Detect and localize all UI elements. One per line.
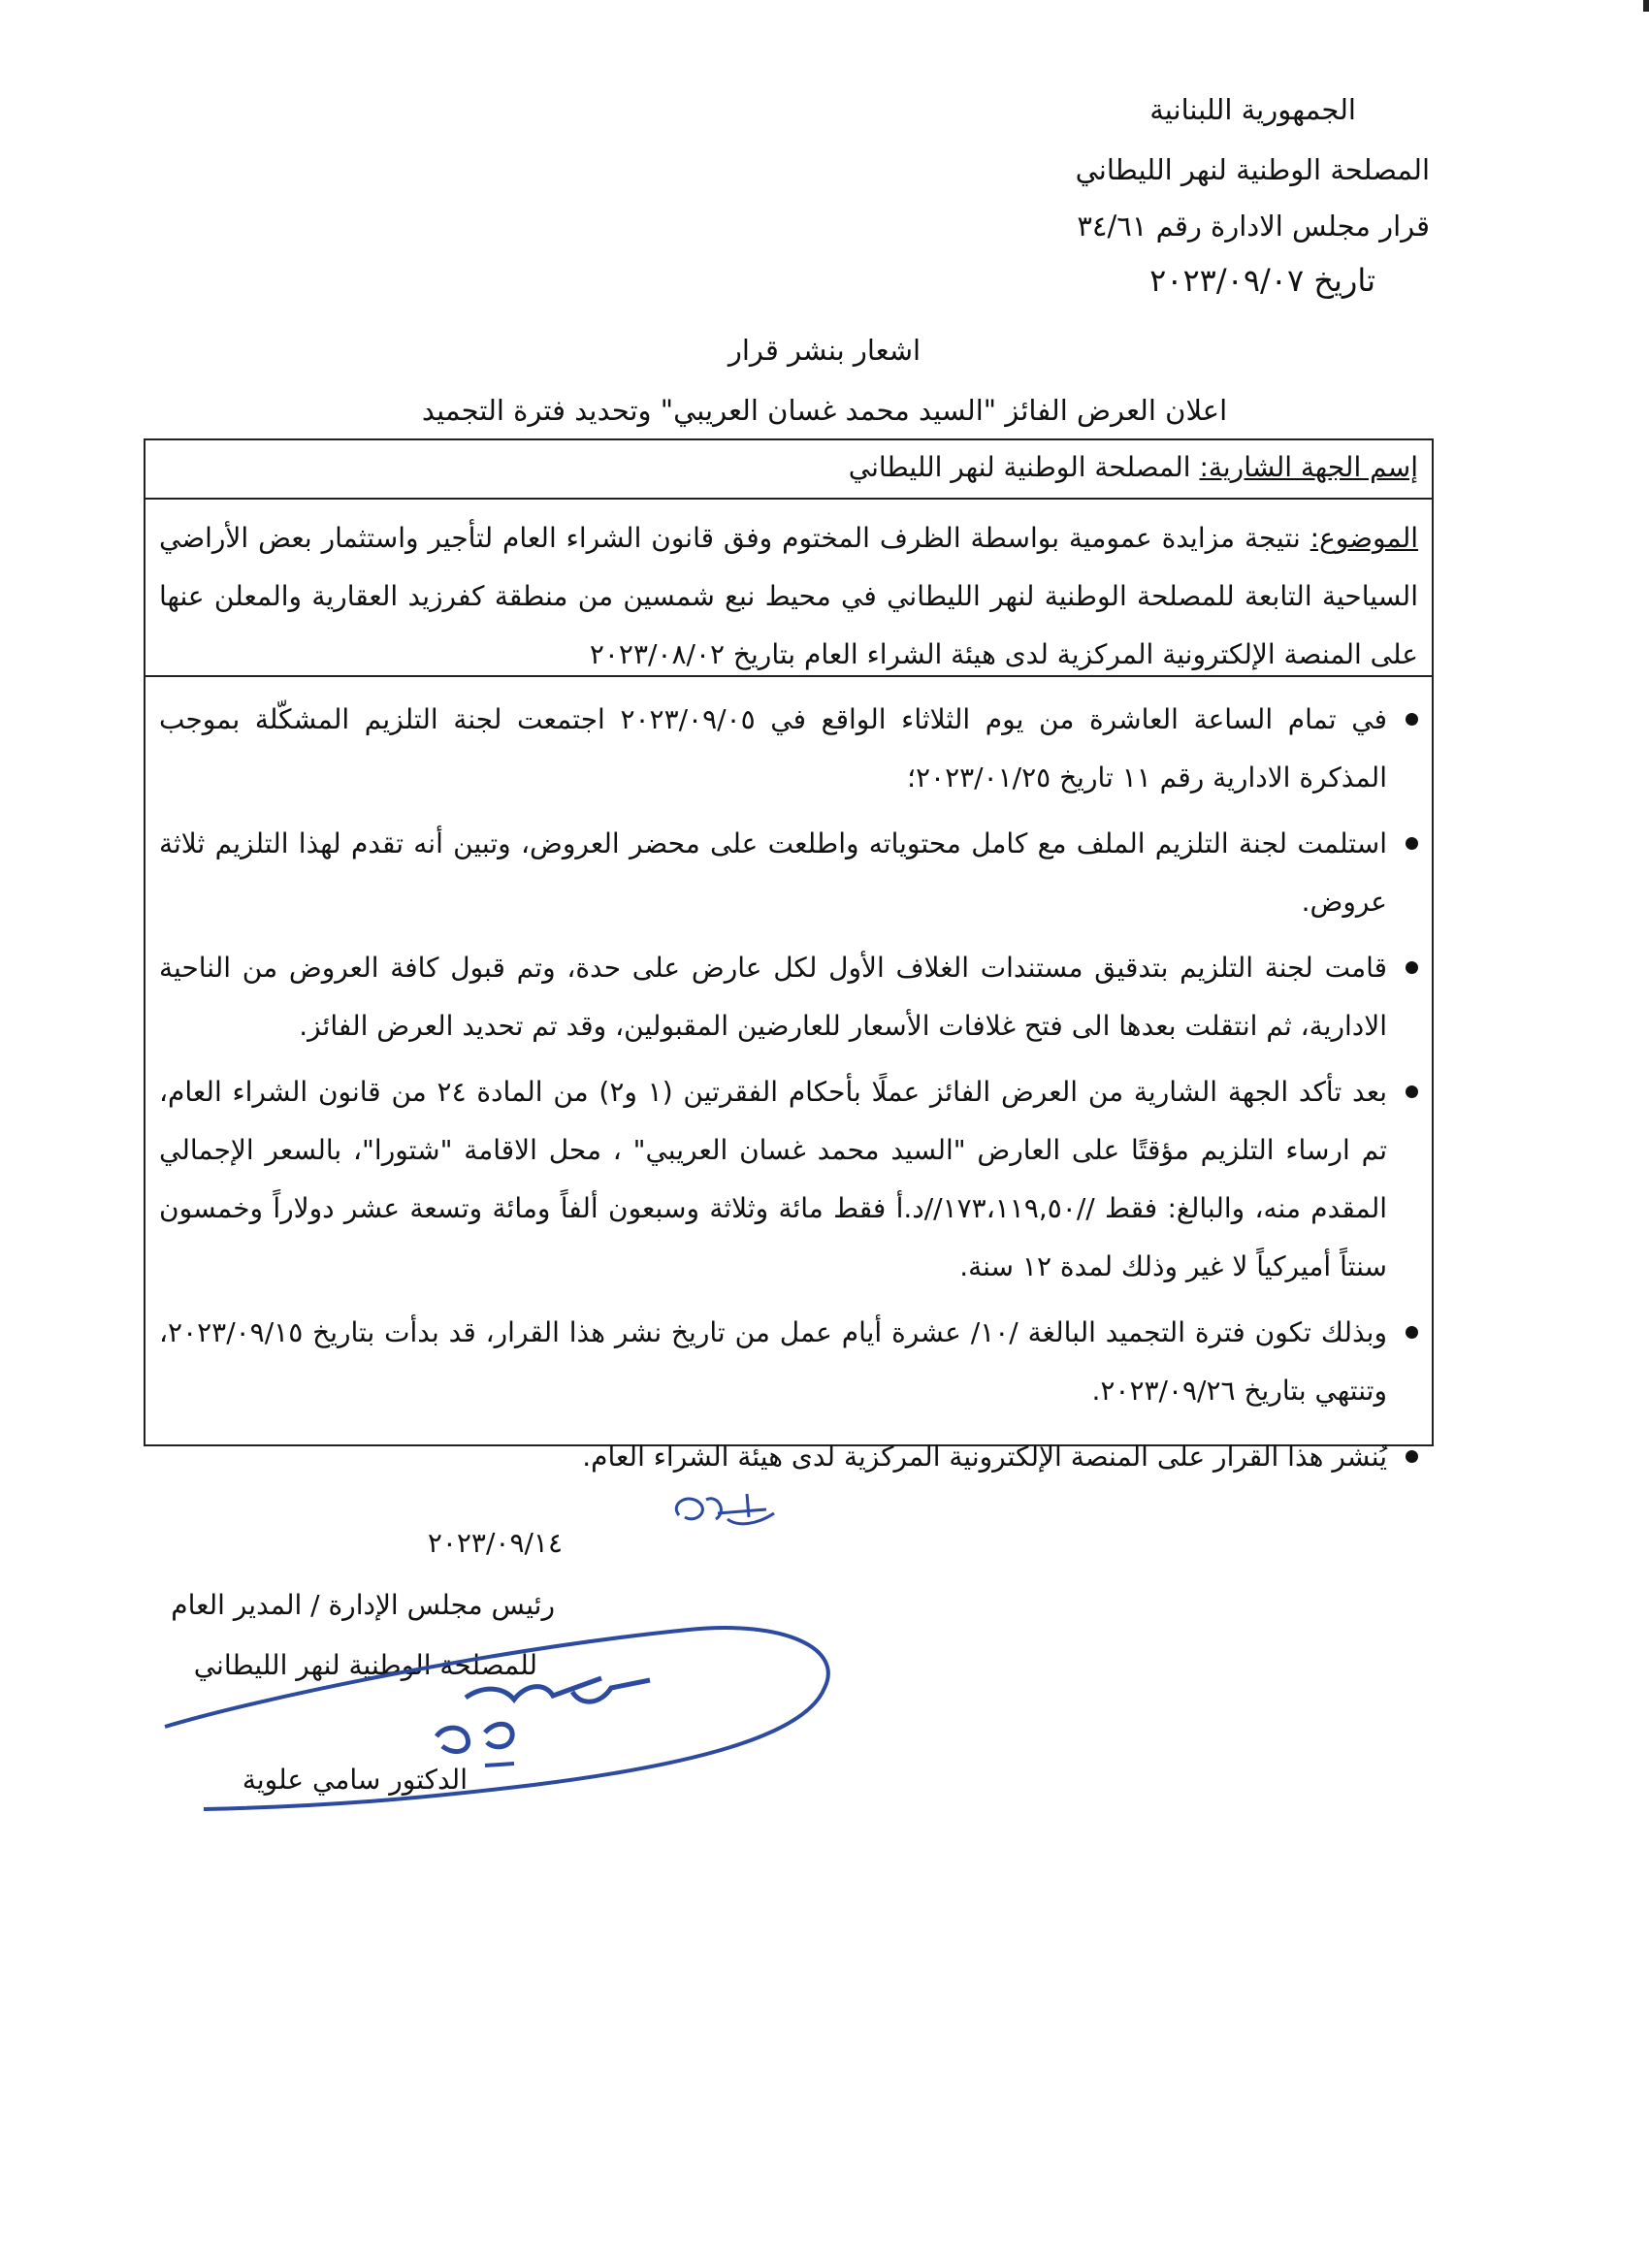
buyer-value: المصلحة الوطنية لنهر الليطاني	[848, 451, 1200, 483]
list-item: بعد تأكد الجهة الشارية من العرض الفائز عملًا بأحكام الفقرتين (١ و٢) من المادة ٢٤ من قانون الشراء العام، تم ارساء التلزيم مؤقتًا على العارض "السيد محمد غسان العريبي" ، محل الاقامة "شتورا"، بالسعر الإجمالي المقدم منه، والبالغ: فقط //١٧٣،١١٩,٥٠//د.أ فقط مائة وثلاثة وسبعون ألفاً ومائة وتسعة عشر دولاراً وخمسون سنتاً أميركياً لا غير وذلك لمدة ١٢ سنة.	[146, 1063, 1432, 1296]
bullet-icon	[1406, 1326, 1418, 1339]
decision-points	[146, 691, 1432, 1494]
signatory-title: رئيس مجلس الإدارة / المدير العام	[171, 1589, 555, 1621]
bullet-icon	[1406, 837, 1418, 850]
signatory-organization: للمصلحة الوطنية لنهر الليطاني	[193, 1649, 537, 1681]
bullet-icon	[1406, 1085, 1418, 1098]
country-name: الجمهورية اللبنانية	[1149, 93, 1356, 126]
list-item: يُنشر هذا القرار على المنصة الإلكترونية المركزية لدى هيئة الشراء العام.	[146, 1428, 1432, 1486]
list-item: استلمت لجنة التلزيم الملف مع كامل محتوياته واطلعت على محضر العروض، وتبين أنه تقدم لهذا التلزيم ثلاثة عروض.	[146, 815, 1432, 931]
bullet-icon	[1406, 1450, 1418, 1463]
subject-value: نتيجة مزايدة عمومية بواسطة الظرف المختوم وفق قانون الشراء العام لتأجير واستثمار بعض الأراضي السياحية التابعة للمصلحة الوطنية لنهر الليطاني في محيط نبع شمسين من منطقة كفرزيد العقارية والمعلن عنها على المنصة الإلكترونية المركزية لدى هيئة الشراء العام بتاريخ ٢٠٢٣/٠٨/٠٢	[159, 522, 1418, 670]
list-item: قامت لجنة التلزيم بتدقيق مستندات الغلاف الأول لكل عارض على حدة، وتم قبول كافة العروض من الناحية الادارية، ثم انتقلت بعدها الى فتح غلافات الأسعار للعارضين المقبولين، وقد تم تحديد العرض الفائز.	[146, 939, 1432, 1055]
scan-edge-mark	[1643, 0, 1649, 12]
buyer-label: إسم الجهة الشارية:	[1199, 451, 1418, 483]
decision-reference: قرار مجلس الادارة رقم ٣٤/٦١	[1077, 210, 1430, 243]
notice-title: اشعار بنشر قرار	[728, 334, 922, 367]
list-item: في تمام الساعة العاشرة من يوم الثلاثاء الواقع في ٢٠٢٣/٠٩/٠٥ اجتمعت لجنة التلزيم المشكّلة بموجب المذكرة الادارية رقم ١١ تاريخ ٢٠٢٣/٠١/٢٥؛	[146, 691, 1432, 807]
authority-name: المصلحة الوطنية لنهر الليطاني	[1075, 153, 1430, 186]
decision-date: تاريخ ٢٠٢٣/٠٩/٠٧	[1149, 262, 1375, 299]
signatory-name: الدكتور سامي علوية	[242, 1764, 468, 1796]
list-item: وبذلك تكون فترة التجميد البالغة /١٠/ عشرة أيام عمل من تاريخ نشر هذا القرار، قد بدأت بتاريخ ٢٠٢٣/٠٩/١٥، وتنتهي بتاريخ ٢٠٢٣/٠٩/٢٦.	[146, 1304, 1432, 1420]
signature-date: ٢٠٢٣/٠٩/١٤	[427, 1527, 563, 1559]
bullet-icon	[1406, 961, 1418, 974]
signature-icon	[146, 1591, 854, 1824]
buyer-row	[146, 440, 1432, 500]
subject-row	[146, 498, 1432, 677]
notice-subtitle: اعلان العرض الفائز "السيد محمد غسان العريبي" وتحديد فترة التجميد	[421, 394, 1228, 427]
subject-label: الموضوع:	[1310, 522, 1418, 554]
bullet-icon	[1406, 713, 1418, 726]
decision-table	[144, 438, 1434, 1473]
initials-icon	[660, 1474, 786, 1542]
